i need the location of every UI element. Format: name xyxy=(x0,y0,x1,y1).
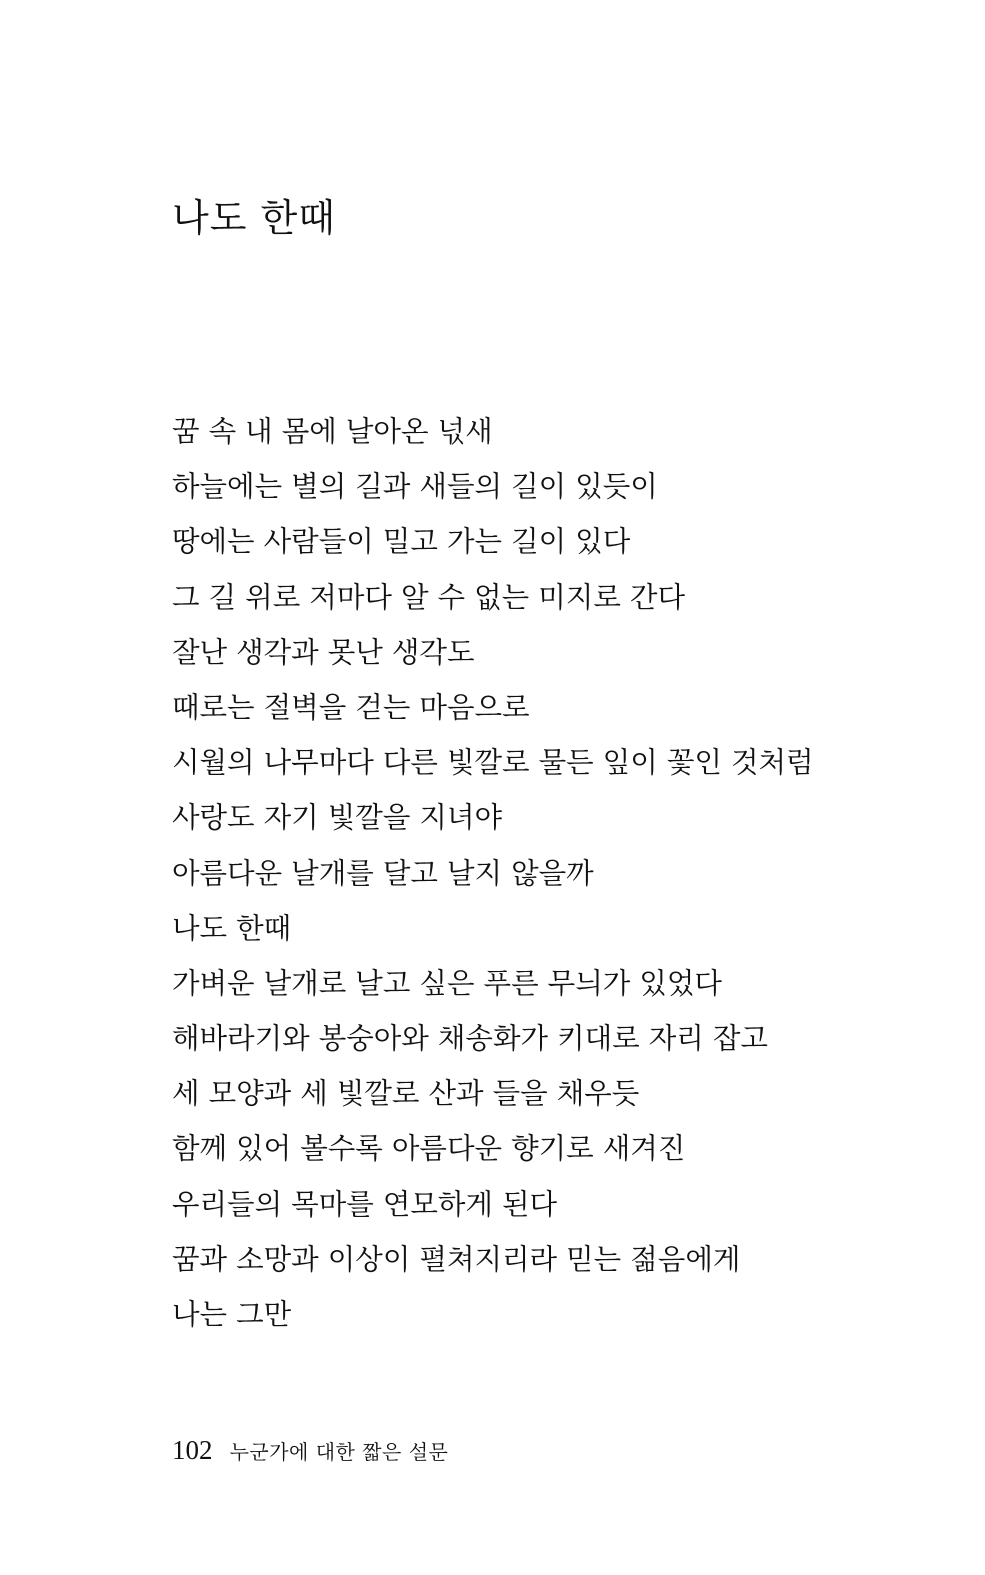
poem-line: 땅에는 사람들이 밀고 가는 길이 있다 xyxy=(172,525,631,559)
poem-line: 나도 한때 xyxy=(172,911,292,945)
poem-body xyxy=(172,410,952,1348)
poem-title: 나도 한때 xyxy=(172,196,336,240)
poem-line: 때로는 절벽을 걷는 마음으로 xyxy=(172,690,530,724)
page-footer xyxy=(172,1430,448,1474)
poem-line: 해바라기와 봉숭아와 채송화가 키대로 자리 잡고 xyxy=(172,1022,768,1056)
poem-line: 함께 있어 볼수록 아름다운 향기로 새겨진 xyxy=(172,1132,686,1166)
poem-line: 꿈 속 내 몸에 날아온 넋새 xyxy=(172,415,493,448)
running-title: 누군가에 대한 짧은 설문 xyxy=(229,1440,449,1464)
poem-line: 가벼운 날개로 날고 싶은 푸른 무늬가 있었다 xyxy=(172,966,722,1000)
poem-line: 나는 그만 xyxy=(172,1298,292,1331)
poem-line: 하늘에는 별의 길과 새들의 길이 있듯이 xyxy=(172,470,658,504)
poem-line: 우리들의 목마를 연모하게 된다 xyxy=(172,1187,558,1221)
poem-line: 세 모양과 세 빛깔로 산과 들을 채우듯 xyxy=(172,1077,640,1111)
page-number: 102 xyxy=(172,1435,213,1465)
poem-line: 시월의 나무마다 다른 빛깔로 물든 잎이 꽃인 것처럼 xyxy=(172,746,814,780)
poem-line: 꿈과 소망과 이상이 펼쳐지리라 믿는 젊음에게 xyxy=(172,1242,741,1276)
poem-line: 아름다운 날개를 달고 날지 않을까 xyxy=(172,856,594,890)
poem-line: 사랑도 자기 빛깔을 지녀야 xyxy=(172,801,503,835)
poem-line: 그 길 위로 저마다 알 수 없는 미지로 간다 xyxy=(172,580,685,614)
poem-line: 잘난 생각과 못난 생각도 xyxy=(172,635,475,669)
